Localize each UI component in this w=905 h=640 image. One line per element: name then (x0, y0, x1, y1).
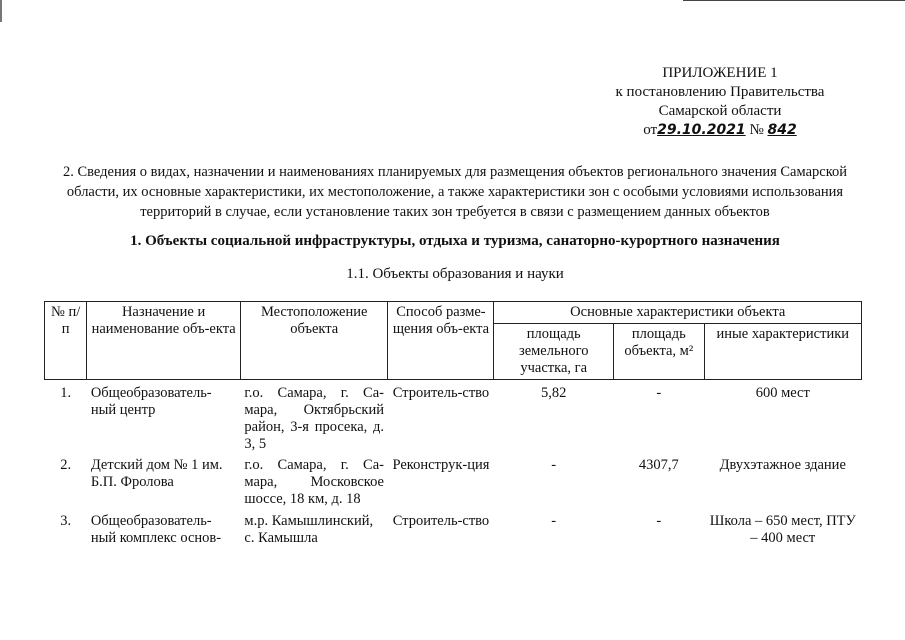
cell-name: Детский дом № 1 им. Б.П. Фролова (90, 457, 223, 490)
cell-method: Строитель-ство (392, 385, 490, 401)
scan-edge-mark (0, 0, 2, 22)
top-rule (683, 0, 905, 1)
appendix-header (560, 64, 880, 140)
cell-other: Школа – 650 мест, ПТУ – 400 мест (709, 513, 856, 546)
cell-method: Реконструк-ция (392, 457, 490, 473)
appendix-title: ПРИЛОЖЕНИЕ 1 (662, 65, 778, 81)
objects-table (44, 301, 862, 555)
cell-name: Общеобразователь-ный комплекс основ- (90, 513, 222, 546)
header-name: Назначение и наименование объ-екта (87, 302, 241, 380)
cell-area: - (551, 513, 557, 529)
cell-num: 1. (60, 385, 72, 401)
cell-method: Строитель-ство (392, 513, 490, 529)
cell-location: м.р. Камышлинский, с. Камышла (244, 513, 374, 546)
header-area: площадь земельного участка, га (494, 324, 614, 380)
cell-num: 2. (60, 457, 72, 473)
cell-size: - (656, 385, 662, 401)
cell-area: 5,82 (541, 385, 567, 401)
header-other: иные характеристики (704, 324, 861, 380)
header-location: Местоположение объекта (240, 302, 388, 380)
date-prefix: от (643, 122, 658, 138)
header-num: № п/п (45, 302, 87, 380)
intro-paragraph: 2. Сведения о видах, назначении и наименованиях планируемых для размещения объектов регионального значения Самарской области, их основные характеристики, их местоположение, а также характеристики зон с особыми условиями использования территорий в случае, если установление таких зон требуется в связи с размещением данных объектов (62, 164, 848, 220)
header-characteristics: Основные характеристики объекта (494, 302, 862, 324)
number-prefix: № (749, 122, 764, 138)
cell-other: Двухэтажное здание (719, 457, 846, 473)
cell-name: Общеобразователь-ный центр (90, 385, 212, 418)
table-row (45, 455, 862, 511)
handwritten-number: 842 (767, 122, 797, 138)
appendix-line-2: к постановлению Правительства (615, 84, 825, 100)
header-method: Способ разме-щения объ-екта (388, 302, 494, 380)
table-row (45, 380, 862, 456)
handwritten-date: 29.10.2021 (657, 122, 746, 138)
cell-location: г.о. Самара, г. Са-мара, Московское шоссе, 18 км, д. 18 (244, 457, 384, 507)
appendix-line-3: Самарской области (658, 103, 782, 119)
header-row (45, 302, 862, 324)
cell-location: г.о. Самара, г. Са-мара, Октябрьский район, 3-я просека, д. 3, 5 (244, 385, 384, 452)
cell-num: 3. (60, 513, 72, 529)
cell-area: - (551, 457, 557, 473)
header-size: площадь объекта, м² (614, 324, 705, 380)
table-row (45, 511, 862, 555)
subsection-title: 1.1. Объекты образования и науки (346, 266, 564, 282)
cell-other: 600 мест (755, 385, 810, 401)
cell-size: - (656, 513, 662, 529)
cell-size: 4307,7 (638, 457, 679, 473)
section-title: 1. Объекты социальной инфраструктуры, отдыха и туризма, санаторно-курортного назначения (130, 233, 780, 249)
appendix-date-line (560, 121, 880, 140)
